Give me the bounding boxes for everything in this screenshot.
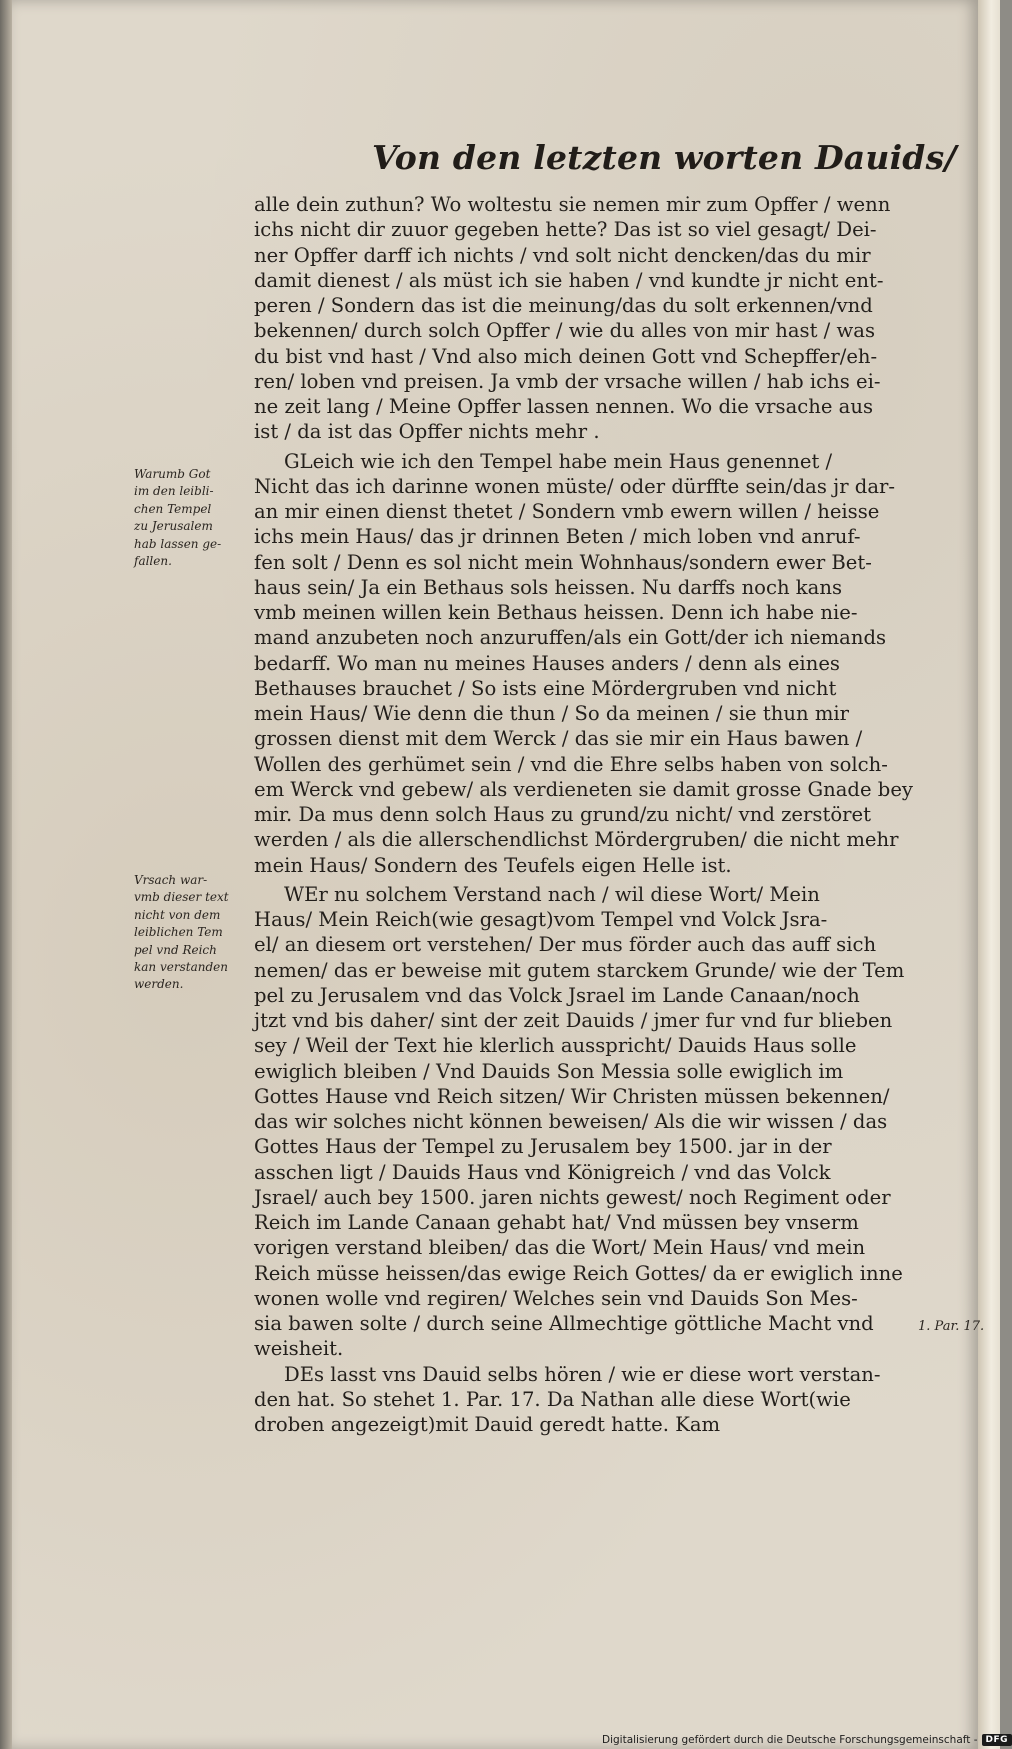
text-line: Jsrael/ auch bey 1500. jaren nichts gewest/ noch Regiment oder [254, 1185, 891, 1209]
margin-note-line: kan verstanden [134, 960, 228, 975]
text-line: droben angezeigt)mit Dauid geredt hatte. Kam [254, 1413, 721, 1436]
text-line: bedarff. Wo man nu meines Hauses anders / denn als eines [254, 651, 840, 675]
text-line: sia bawen solte / durch seine Allmechtige göttliche Macht vnd [254, 1312, 874, 1335]
text-line: wonen wolle vnd regiren/ Welches sein vnd Dauids Son Mes- [254, 1286, 858, 1310]
text-line: du bist vnd hast / Vnd also mich deinen Gott vnd Schepffer/eh- [254, 344, 878, 368]
margin-note-left [134, 872, 229, 994]
book-page-edge [0, 0, 12, 1749]
digitization-footer [602, 1733, 1012, 1747]
text-line: weisheit. [254, 1337, 344, 1361]
dfg-logo-icon: DFG [982, 1734, 1012, 1746]
margin-note-line: werden. [134, 977, 184, 992]
margin-note-line: fallen. [134, 554, 172, 569]
text-line: ewiglich bleiben / Vnd Dauids Son Messia solle ewiglich im [254, 1059, 844, 1083]
margin-note-line: im den leibli- [134, 484, 214, 499]
text-line: GLeich wie ich den Tempel habe mein Haus genennet / [284, 449, 833, 473]
body-text [254, 192, 914, 1437]
text-line: den hat. So stehet 1. Par. 17. Da Nathan alle diese Wort(wie [254, 1387, 851, 1411]
text-line: ren/ loben vnd preisen. Ja vmb der vrsache willen / hab ichs ei- [254, 369, 881, 393]
text-line: ner Opffer darff ich nichts / vnd solt nicht dencken/das du mir [254, 243, 871, 267]
margin-note-right [918, 1318, 984, 1335]
text-line: jtzt vnd bis daher/ sint der zeit Dauids / jmer fur vnd fur blieben [254, 1009, 893, 1032]
text-line: Gottes Haus der Tempel zu Jerusalem bey 1500. jar in der [254, 1135, 832, 1159]
text-line: alle dein zuthun? Wo woltestu sie nemen mir zum Opffer / wenn [254, 193, 891, 216]
text-line: Bethauses brauchet / So ists eine Mördergruben vnd nicht [254, 676, 837, 700]
margin-note-line: Warumb Got [134, 467, 211, 481]
margin-note-line: Vrsach war- [134, 873, 208, 887]
margin-note-line: chen Tempel [134, 501, 212, 516]
margin-note-line: pel vnd Reich [134, 942, 217, 957]
text-line: asschen ligt / Dauids Haus vnd Königreich / vnd das Volck [254, 1160, 831, 1184]
margin-note-line: zu Jerusalem [134, 519, 213, 534]
footer-credit: Digitalisierung gefördert durch die Deutsche Forschungsgemeinschaft - [602, 1734, 978, 1746]
text-line: ne zeit lang / Meine Opffer lassen nennen. Wo die vrsache aus [254, 395, 874, 418]
text-line: DEs lasst vns Dauid selbs hören / wie er diese wort verstan- [284, 1362, 881, 1386]
text-line: grossen dienst mit dem Werck / das sie mir ein Haus bawen / [254, 727, 863, 751]
margin-note-left [134, 466, 221, 570]
text-line: ichs mein Haus/ das jr drinnen Beten / mich loben vnd anruf- [254, 525, 861, 549]
text-line: Wollen des gerhümet sein / vnd die Ehre selbs haben von solch- [254, 752, 888, 776]
margin-note-line: leiblichen Tem [134, 925, 223, 940]
text-line: mand anzubeten noch anzuruffen/als ein Gott/der ich niemands [254, 626, 887, 650]
margin-note-line: nicht von dem [134, 907, 221, 922]
text-line: el/ an diesem ort verstehen/ Der mus förder auch das auff sich [254, 933, 877, 957]
text-line: ist / da ist das Opffer nichts mehr . [254, 420, 600, 444]
margin-note-line: 1. Par. 17. [918, 1319, 985, 1334]
text-line: ichs nicht dir zuuor gegeben hette? Das ist so viel gesagt/ Dei- [254, 218, 877, 242]
text-line: nemen/ das er beweise mit gutem starckem Grunde/ wie der Tem [254, 958, 905, 982]
text-line: bekennen/ durch solch Opffer / wie du alles von mir hast / was [254, 319, 876, 343]
text-line: WEr nu solchem Verstand nach / wil diese Wort/ Mein [284, 882, 820, 906]
text-line: damit dienest / als müst ich sie haben / vnd kundte jr nicht ent- [254, 268, 884, 292]
text-line: Nicht das ich darinne wonen müste/ oder dürffte sein/das jr dar- [254, 474, 896, 498]
text-line: Gottes Hause vnd Reich sitzen/ Wir Christen müssen bekennen/ [254, 1084, 890, 1108]
text-line: Reich müsse heissen/das ewige Reich Gottes/ da er ewiglich inne [254, 1261, 903, 1285]
text-line: haus sein/ Ja ein Bethaus sols heissen. Nu darffs noch kans [254, 575, 843, 599]
book-gutter [978, 0, 1000, 1749]
text-line: Haus/ Mein Reich(wie gesagt)vom Tempel vnd Volck Jsra- [254, 908, 828, 931]
text-line: pel zu Jerusalem vnd das Volck Jsrael im Lande Canaan/noch [254, 983, 860, 1007]
text-line: Reich im Lande Canaan gehabt hat/ Vnd müssen bey vnserm [254, 1211, 859, 1234]
text-line: werden / als die allerschendlichst Mördergruben/ die nicht mehr [254, 828, 899, 852]
text-line: em Werck vnd gebew/ als verdieneten sie damit grosse Gnade bey [254, 777, 914, 801]
text-line: mein Haus/ Wie denn die thun / So da meinen / sie thun mir [254, 702, 850, 725]
text-line: das wir solches nicht können beweisen/ Als die wir wissen / das [254, 1110, 888, 1133]
running-header-title: Von den letzten worten Dauids/ [372, 138, 957, 177]
text-line: mein Haus/ Sondern des Teufels eigen Helle ist. [254, 853, 732, 877]
text-line: mir. Da mus denn solch Haus zu grund/zu nicht/ vnd zerstöret [254, 803, 871, 826]
text-line: vmb meinen willen kein Bethaus heissen. Denn ich habe nie- [254, 601, 858, 624]
text-line: peren / Sondern das ist die meinung/das du solt erkennen/vnd [254, 294, 873, 317]
text-line: an mir einen dienst thetet / Sondern vmb ewern willen / heisse [254, 500, 880, 523]
text-line: vorigen verstand bleiben/ das die Wort/ Mein Haus/ vnd mein [254, 1236, 866, 1260]
margin-note-line: vmb dieser text [134, 890, 229, 905]
margin-note-line: hab lassen ge- [134, 536, 222, 551]
text-line: fen solt / Denn es sol nicht mein Wohnhaus/sondern ewer Bet- [254, 550, 872, 574]
text-line: sey / Weil der Text hie klerlich ausspricht/ Dauids Haus solle [254, 1034, 857, 1058]
